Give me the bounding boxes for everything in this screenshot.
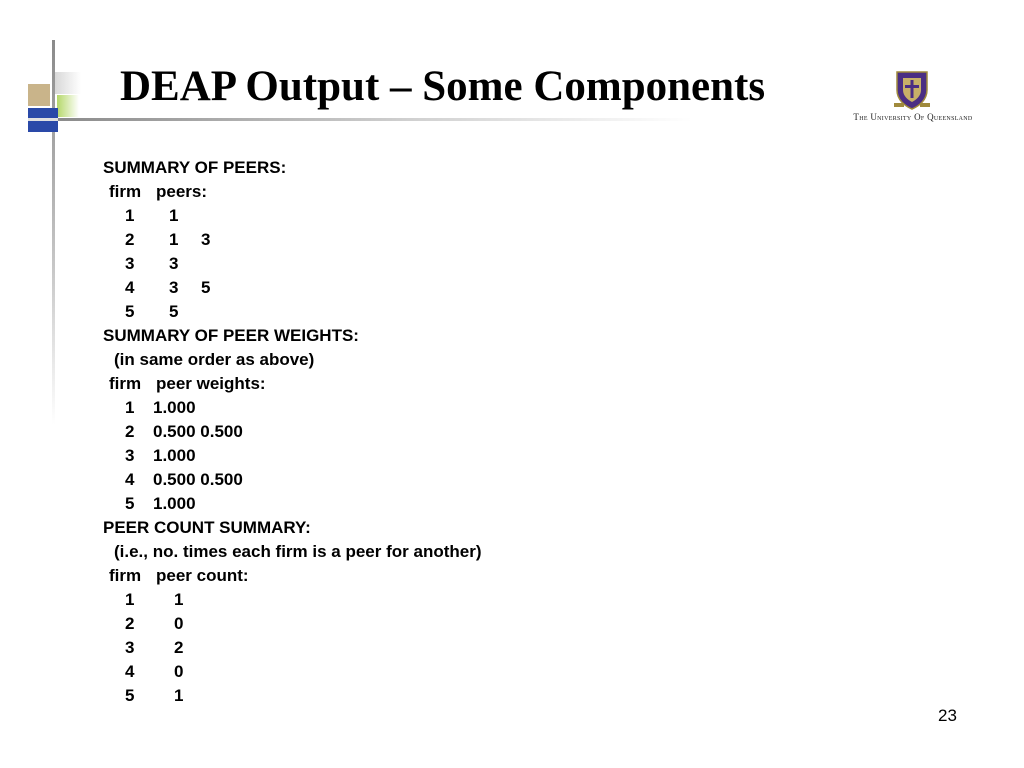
university-logo	[838, 70, 988, 128]
page-number: 23	[938, 706, 957, 725]
weights-row: 5 1.000	[125, 494, 196, 513]
decorative-square-green	[57, 95, 79, 117]
counts-col-count: peer count:	[156, 566, 249, 585]
peers-row: 5 5	[125, 302, 179, 321]
counts-heading: PEER COUNT SUMMARY:	[103, 518, 311, 537]
weights-note: (in same order as above)	[114, 350, 315, 369]
peers-col-firm: firm	[109, 182, 142, 201]
counts-row: 1 1	[125, 590, 184, 609]
weights-heading: SUMMARY OF PEER WEIGHTS:	[103, 326, 359, 345]
peers-heading: SUMMARY OF PEERS:	[103, 158, 287, 177]
peers-header-row	[103, 180, 359, 204]
slide-title: DEAP Output – Some Components	[120, 63, 766, 110]
weights-row: 2 0.500 0.500	[125, 422, 243, 441]
counts-row: 3 2	[125, 638, 184, 657]
deap-output-block	[103, 156, 482, 708]
counts-row: 4 0	[125, 662, 184, 681]
counts-note: (i.e., no. times each firm is a peer for another)	[114, 542, 482, 561]
counts-row: 5 1	[125, 686, 184, 705]
decorative-square-gray	[55, 72, 81, 94]
peers-row: 3 3	[125, 254, 179, 273]
peers-row: 2 1 3	[125, 230, 211, 249]
peers-col-peers: peers:	[156, 182, 208, 201]
decorative-square-tan	[28, 84, 50, 106]
logo-text: The University Of Queensland	[853, 112, 973, 122]
peers-row: 1 1	[125, 206, 179, 225]
peers-row: 4 3 5	[125, 278, 211, 297]
decorative-vertical-rule	[52, 40, 55, 425]
decorative-horizontal-rule	[52, 118, 692, 121]
weights-row: 4 0.500 0.500	[125, 470, 243, 489]
weights-row: 3 1.000	[125, 446, 196, 465]
weights-col-weights: peer weights:	[156, 374, 266, 393]
counts-row: 2 0	[125, 614, 184, 633]
weights-header-row	[103, 372, 359, 396]
counts-col-firm: firm	[109, 566, 142, 585]
crest-icon	[893, 70, 931, 110]
counts-header-row	[103, 564, 359, 588]
weights-col-firm: firm	[109, 374, 142, 393]
weights-row: 1 1.000	[125, 398, 196, 417]
decorative-square-stripe	[28, 118, 58, 121]
